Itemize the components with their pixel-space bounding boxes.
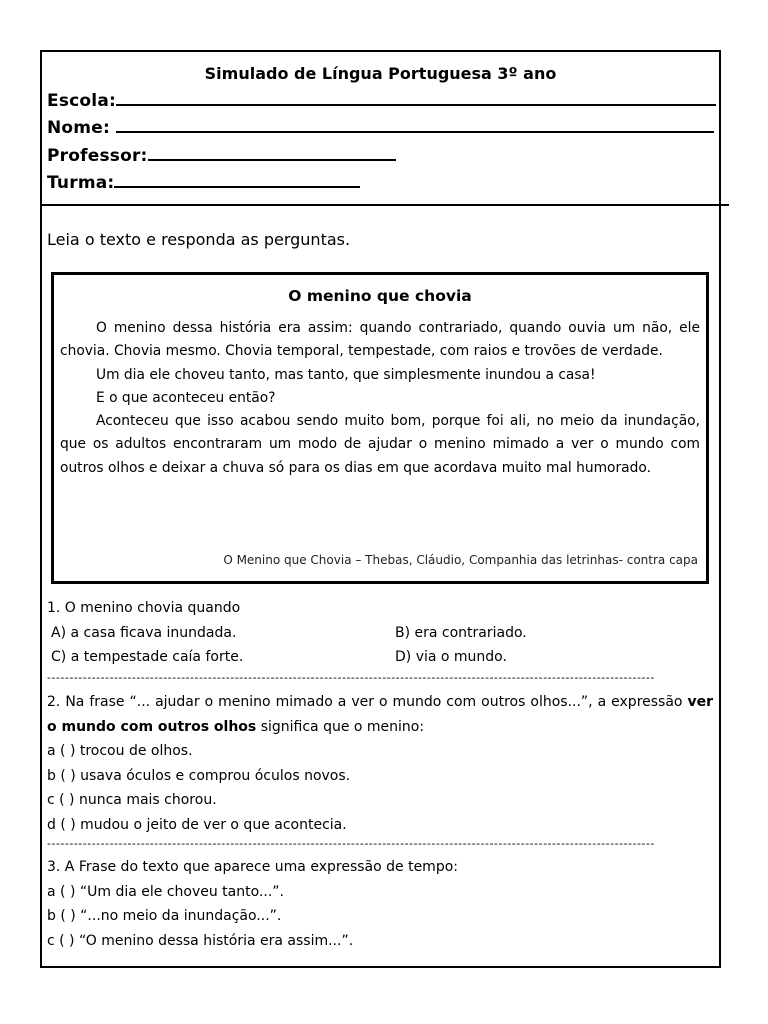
q2-prompt-end: significa que o menino: <box>256 718 425 735</box>
story-paragraph: E o que aconteceu então? <box>96 389 276 406</box>
class-blank-line[interactable] <box>114 172 360 188</box>
name-label: Nome: <box>47 118 117 138</box>
dashed-separator: ---------------------------------------------------------------------------------------------------------------------------------------- <box>47 672 655 684</box>
q2-option-c[interactable]: c ( ) nunca mais chorou. <box>47 792 217 808</box>
teacher-blank-line[interactable] <box>148 145 396 161</box>
header-divider <box>42 204 729 206</box>
question-2-prompt <box>47 690 713 739</box>
class-label: Turma: <box>47 173 115 193</box>
teacher-field <box>47 145 396 166</box>
name-field <box>47 117 714 138</box>
question-3 <box>47 855 717 953</box>
q3-option-b[interactable]: b ( ) “...no meio da inundação...”. <box>47 908 282 924</box>
q3-option-a[interactable]: a ( ) “Um dia ele choveu tanto...”. <box>47 883 284 900</box>
name-blank-line[interactable] <box>116 117 714 133</box>
story-paragraph: Um dia ele choveu tanto, mas tanto, que simplesmente inundou a casa! <box>96 366 596 383</box>
question-1-options-row-1 <box>47 621 717 646</box>
question-1-prompt: 1. O menino chovia quando <box>47 600 241 616</box>
q1-option-b[interactable]: B) era contrariado. <box>395 624 527 641</box>
exam-title: Simulado de Língua Portuguesa 3º ano <box>204 64 557 83</box>
q1-option-c[interactable]: C) a tempestade caía forte. <box>51 649 244 665</box>
story-paragraph: Aconteceu que isso acabou sendo muito bom, porque foi ali, no meio da inundação, que os adultos encontraram um modo de ajudar o menino mimado a ver o mundo com outros olhos e deixar a chuva só para os dias em que acordava muito mal humorado. <box>60 413 700 476</box>
question-1 <box>47 596 717 670</box>
q1-option-d[interactable]: D) via o mundo. <box>395 649 507 665</box>
q2-option-a[interactable]: a ( ) trocou de olhos. <box>47 743 193 759</box>
q2-option-b[interactable]: b ( ) usava óculos e comprou óculos novos. <box>47 767 351 784</box>
story-box <box>51 272 709 584</box>
story-title: O menino que chovia <box>288 287 472 305</box>
q2-prompt-start: 2. Na frase “... ajudar o menino mimado a ver o mundo com outros olhos...”, a expressão <box>47 694 688 710</box>
story-paragraph: O menino dessa história era assim: quando contrariado, quando ouvia um não, ele chovia. Chovia mesmo. Chovia temporal, tempestade, com raios e trovões de verdade. <box>60 320 700 360</box>
school-blank-line[interactable] <box>116 90 716 106</box>
class-field <box>47 172 360 193</box>
question-3-prompt: 3. A Frase do texto que aparece uma expressão de tempo: <box>47 859 458 875</box>
instruction-text: Leia o texto e responda as perguntas. <box>47 230 351 249</box>
q2-prompt-emphasis: ver o mundo com outros olhos <box>47 694 713 735</box>
dashed-separator: ---------------------------------------------------------------------------------------------------------------------------------------- <box>47 838 655 850</box>
teacher-label: Professor: <box>47 146 148 166</box>
exam-sheet <box>40 50 721 968</box>
exam-header <box>42 52 719 206</box>
story-source: O Menino que Chovia – Thebas, Cláudio, Companhia das letrinhas- contra capa <box>223 553 698 567</box>
q1-option-a[interactable]: A) a casa ficava inundada. <box>51 624 237 641</box>
school-label: Escola: <box>47 91 116 111</box>
question-2 <box>47 690 713 837</box>
question-1-options-row-2 <box>47 645 717 670</box>
story-body <box>60 317 700 480</box>
q2-option-d[interactable]: d ( ) mudou o jeito de ver o que acontecia. <box>47 816 347 833</box>
q3-option-c[interactable]: c ( ) “O menino dessa história era assim...”. <box>47 932 354 949</box>
school-field <box>47 90 716 111</box>
